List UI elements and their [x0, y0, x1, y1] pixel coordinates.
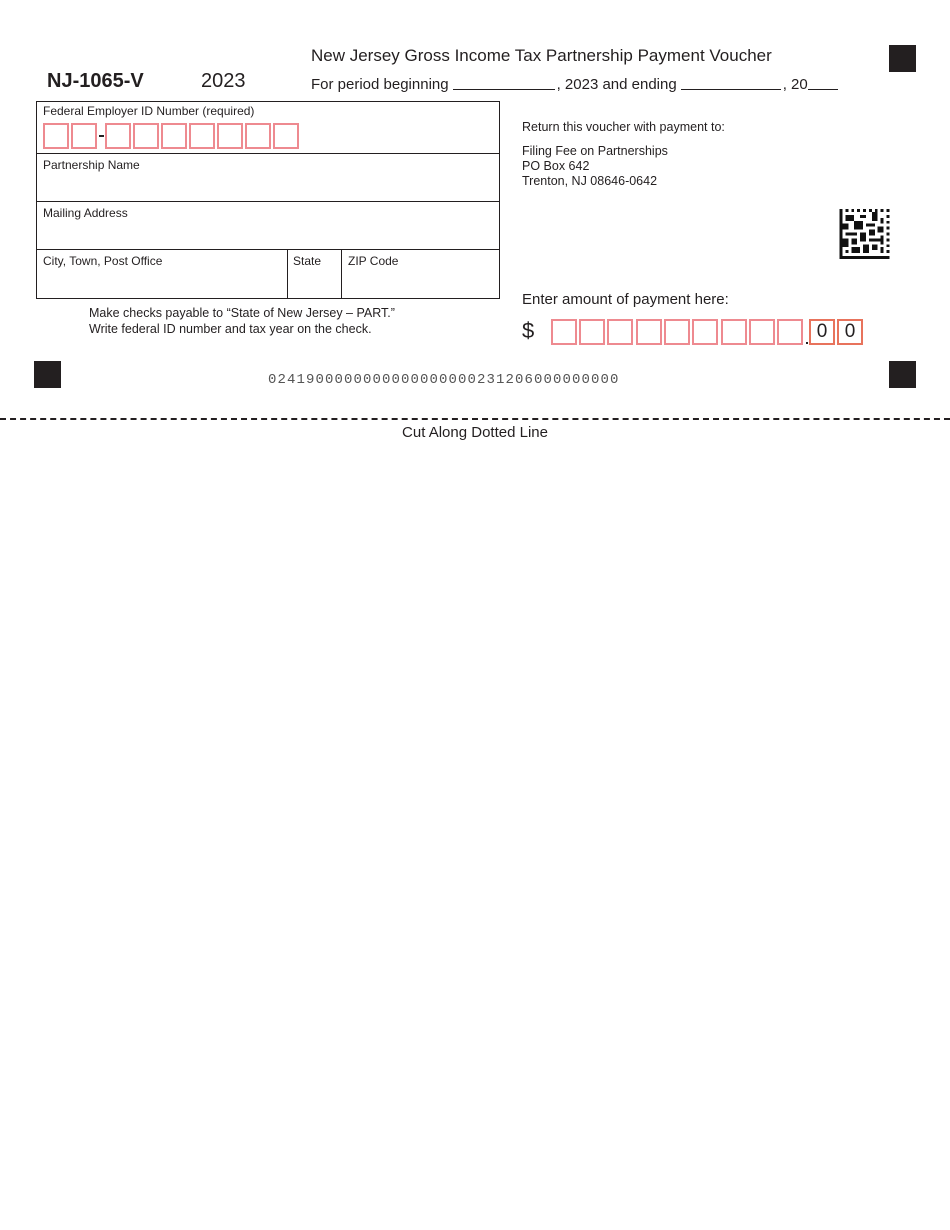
- thousands-separator: [635, 319, 636, 345]
- scanline-code: 0241900000000000000000231206000000000: [268, 372, 620, 388]
- partnership-name-label: Partnership Name: [43, 158, 140, 172]
- registration-mark-bottom-left: [34, 361, 61, 388]
- return-address-line-1: Filing Fee on Partnerships: [522, 144, 668, 158]
- amount-digit-box[interactable]: [692, 319, 718, 345]
- cut-line: [0, 418, 950, 420]
- voucher-title: New Jersey Gross Income Tax Partnership Payment Voucher: [311, 46, 772, 65]
- return-address-line-2: PO Box 642: [522, 159, 590, 173]
- partnership-name-field[interactable]: [37, 154, 499, 202]
- city-field[interactable]: [37, 250, 288, 298]
- return-address: [522, 144, 668, 189]
- fein-digit-box[interactable]: [273, 123, 299, 149]
- period-end-year-field[interactable]: [808, 75, 838, 90]
- period-middle: , 2023 and ending: [556, 76, 677, 93]
- period-suffix: , 20: [782, 76, 808, 93]
- fein-digit-box[interactable]: [105, 123, 131, 149]
- datamatrix-barcode: [839, 209, 890, 259]
- registration-mark-top-right: [889, 45, 916, 72]
- amount-digit-box[interactable]: [664, 319, 690, 345]
- state-label: State: [293, 254, 322, 268]
- amount-digit-box[interactable]: [579, 319, 605, 345]
- fein-digit-box[interactable]: [217, 123, 243, 149]
- period-begin-field[interactable]: [453, 75, 555, 90]
- zip-field[interactable]: [343, 250, 499, 298]
- state-field[interactable]: [288, 250, 342, 298]
- payment-amount-input[interactable]: [551, 319, 865, 345]
- amount-digit-box[interactable]: [636, 319, 662, 345]
- period-end-field[interactable]: [681, 75, 781, 90]
- taxpayer-id-box: [36, 101, 500, 299]
- cents-digit-box: 0: [837, 319, 863, 345]
- fein-digit-box[interactable]: [161, 123, 187, 149]
- cents-digit-box: 0: [809, 319, 835, 345]
- cut-label: Cut Along Dotted Line: [402, 424, 548, 441]
- fein-digit-box[interactable]: [189, 123, 215, 149]
- mailing-address-label: Mailing Address: [43, 206, 128, 220]
- return-address-line-3: Trenton, NJ 08646-0642: [522, 174, 658, 188]
- fein-digit-box[interactable]: [71, 123, 97, 149]
- amount-digit-box[interactable]: [551, 319, 577, 345]
- fein-row: [37, 102, 499, 154]
- fein-separator: [99, 123, 105, 149]
- city-label: City, Town, Post Office: [43, 254, 163, 268]
- thousands-separator: [720, 319, 721, 345]
- amount-digit-box[interactable]: [749, 319, 775, 345]
- mailing-address-field[interactable]: [37, 202, 499, 250]
- period-prefix: For period beginning: [311, 76, 449, 93]
- tax-year: 2023: [201, 70, 246, 92]
- fein-input[interactable]: [43, 123, 301, 149]
- fein-digit-box[interactable]: [43, 123, 69, 149]
- city-state-zip-row: [37, 250, 499, 298]
- instruction-line-1: Make checks payable to “State of New Jersey – PART.”: [89, 306, 395, 320]
- decimal-point: [805, 319, 809, 345]
- currency-symbol: $: [522, 318, 535, 343]
- form-id: NJ-1065-V: [47, 70, 144, 92]
- fein-digit-box[interactable]: [245, 123, 271, 149]
- amount-digit-box[interactable]: [607, 319, 633, 345]
- instruction-line-2: Write federal ID number and tax year on the check.: [89, 322, 372, 336]
- amount-digit-box[interactable]: [721, 319, 747, 345]
- tax-period-line: [311, 75, 840, 93]
- fein-digit-box[interactable]: [133, 123, 159, 149]
- payment-amount-label: Enter amount of payment here:: [522, 291, 729, 308]
- zip-label: ZIP Code: [348, 254, 399, 268]
- fein-label: Federal Employer ID Number (required): [43, 104, 255, 118]
- return-intro: Return this voucher with payment to:: [522, 120, 725, 134]
- check-instructions: [89, 305, 395, 337]
- amount-digit-box[interactable]: [777, 319, 803, 345]
- registration-mark-bottom-right: [889, 361, 916, 388]
